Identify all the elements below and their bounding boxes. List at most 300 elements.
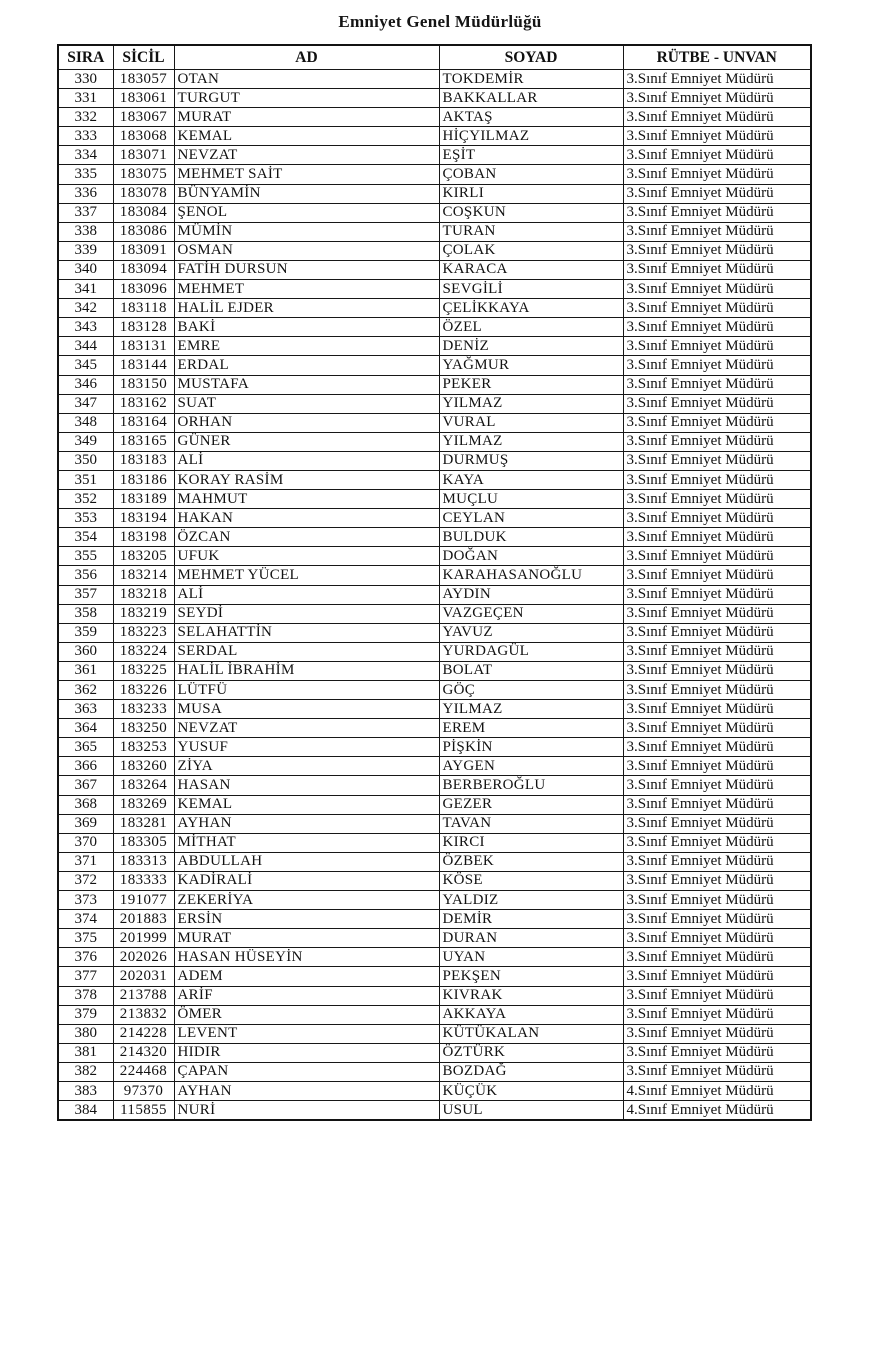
row-sira-cell: 372 (58, 871, 113, 890)
row-rutbe-cell: 3.Sınıf Emniyet Müdürü (623, 280, 811, 299)
row-soyad-cell: YAVUZ (439, 623, 623, 642)
table-row (58, 795, 811, 814)
row-sicil-cell: 183164 (113, 413, 174, 432)
row-sira-cell: 342 (58, 299, 113, 318)
row-sicil-cell: 183253 (113, 738, 174, 757)
table-row (58, 70, 811, 89)
row-soyad-cell: ÖZBEK (439, 852, 623, 871)
table-row (58, 700, 811, 719)
row-soyad-cell: YAĞMUR (439, 356, 623, 375)
row-ad-cell: MUSA (174, 700, 439, 719)
row-ad-cell: FATİH DURSUN (174, 260, 439, 279)
row-sira-cell: 368 (58, 795, 113, 814)
row-sicil-cell: 183144 (113, 356, 174, 375)
row-ad-cell: KORAY RASİM (174, 470, 439, 489)
row-sicil-cell: 213788 (113, 986, 174, 1005)
table-row (58, 642, 811, 661)
row-sicil-cell: 183183 (113, 451, 174, 470)
row-sira-cell: 343 (58, 318, 113, 337)
table-row (58, 356, 811, 375)
row-soyad-cell: SEVGİLİ (439, 280, 623, 299)
row-sicil-cell: 201999 (113, 929, 174, 948)
row-rutbe-cell: 3.Sınıf Emniyet Müdürü (623, 871, 811, 890)
row-sicil-cell: 183305 (113, 833, 174, 852)
table-row (58, 776, 811, 795)
table-row (58, 222, 811, 241)
row-sira-cell: 338 (58, 222, 113, 241)
row-ad-cell: ABDULLAH (174, 852, 439, 871)
row-sicil-cell: 183078 (113, 184, 174, 203)
row-ad-cell: NEVZAT (174, 719, 439, 738)
row-sicil-cell: 183162 (113, 394, 174, 413)
row-soyad-cell: YALDIZ (439, 891, 623, 910)
row-sira-cell: 363 (58, 700, 113, 719)
row-sira-cell: 336 (58, 184, 113, 203)
row-rutbe-cell: 3.Sınıf Emniyet Müdürü (623, 127, 811, 146)
row-rutbe-cell: 3.Sınıf Emniyet Müdürü (623, 451, 811, 470)
row-soyad-cell: AKTAŞ (439, 108, 623, 127)
row-sira-cell: 358 (58, 604, 113, 623)
table-row (58, 967, 811, 986)
row-sicil-cell: 183118 (113, 299, 174, 318)
table-row (58, 1062, 811, 1081)
row-ad-cell: ERSİN (174, 910, 439, 929)
row-ad-cell: MÜMİN (174, 222, 439, 241)
row-ad-cell: HASAN HÜSEYİN (174, 948, 439, 967)
table-row (58, 623, 811, 642)
column-header-sicil: SİCİL (113, 45, 174, 70)
row-rutbe-cell: 3.Sınıf Emniyet Müdürü (623, 241, 811, 260)
table-row (58, 451, 811, 470)
table-row (58, 719, 811, 738)
row-rutbe-cell: 3.Sınıf Emniyet Müdürü (623, 681, 811, 700)
row-sicil-cell: 191077 (113, 891, 174, 910)
row-sira-cell: 367 (58, 776, 113, 795)
table-row (58, 833, 811, 852)
row-sicil-cell: 183264 (113, 776, 174, 795)
row-sira-cell: 382 (58, 1062, 113, 1081)
row-soyad-cell: COŞKUN (439, 203, 623, 222)
row-soyad-cell: MUÇLU (439, 490, 623, 509)
row-sira-cell: 362 (58, 681, 113, 700)
row-sicil-cell: 214228 (113, 1024, 174, 1043)
row-rutbe-cell: 3.Sınıf Emniyet Müdürü (623, 260, 811, 279)
row-rutbe-cell: 3.Sınıf Emniyet Müdürü (623, 623, 811, 642)
row-rutbe-cell: 3.Sınıf Emniyet Müdürü (623, 432, 811, 451)
row-sicil-cell: 183223 (113, 623, 174, 642)
row-soyad-cell: GEZER (439, 795, 623, 814)
row-ad-cell: MURAT (174, 929, 439, 948)
row-sira-cell: 332 (58, 108, 113, 127)
row-sicil-cell: 214320 (113, 1043, 174, 1062)
row-rutbe-cell: 3.Sınıf Emniyet Müdürü (623, 222, 811, 241)
column-header-ad: AD (174, 45, 439, 70)
row-rutbe-cell: 3.Sınıf Emniyet Müdürü (623, 795, 811, 814)
row-soyad-cell: EŞİT (439, 146, 623, 165)
row-rutbe-cell: 3.Sınıf Emniyet Müdürü (623, 146, 811, 165)
row-sira-cell: 345 (58, 356, 113, 375)
row-sicil-cell: 183094 (113, 260, 174, 279)
row-rutbe-cell: 3.Sınıf Emniyet Müdürü (623, 70, 811, 89)
row-soyad-cell: YURDAGÜL (439, 642, 623, 661)
page-title: Emniyet Genel Müdürlüğü (338, 12, 542, 31)
row-ad-cell: HASAN (174, 776, 439, 795)
row-ad-cell: ADEM (174, 967, 439, 986)
table-row (58, 1101, 811, 1121)
row-ad-cell: OSMAN (174, 241, 439, 260)
row-sira-cell: 383 (58, 1081, 113, 1100)
row-sicil-cell: 183205 (113, 547, 174, 566)
row-sicil-cell: 201883 (113, 910, 174, 929)
row-rutbe-cell: 3.Sınıf Emniyet Müdürü (623, 1062, 811, 1081)
row-rutbe-cell: 3.Sınıf Emniyet Müdürü (623, 986, 811, 1005)
table-row (58, 528, 811, 547)
row-sira-cell: 344 (58, 337, 113, 356)
row-sicil-cell: 183068 (113, 127, 174, 146)
row-rutbe-cell: 3.Sınıf Emniyet Müdürü (623, 891, 811, 910)
row-sicil-cell: 183226 (113, 681, 174, 700)
row-sicil-cell: 183250 (113, 719, 174, 738)
row-ad-cell: MUSTAFA (174, 375, 439, 394)
row-soyad-cell: KARACA (439, 260, 623, 279)
row-sicil-cell: 183150 (113, 375, 174, 394)
row-ad-cell: HAKAN (174, 509, 439, 528)
row-sicil-cell: 183075 (113, 165, 174, 184)
row-soyad-cell: PEKER (439, 375, 623, 394)
row-sicil-cell: 97370 (113, 1081, 174, 1100)
row-soyad-cell: TURAN (439, 222, 623, 241)
row-ad-cell: ÇAPAN (174, 1062, 439, 1081)
row-soyad-cell: AYDIN (439, 585, 623, 604)
row-rutbe-cell: 3.Sınıf Emniyet Müdürü (623, 776, 811, 795)
row-ad-cell: SUAT (174, 394, 439, 413)
row-sira-cell: 331 (58, 89, 113, 108)
table-row (58, 547, 811, 566)
row-sira-cell: 370 (58, 833, 113, 852)
row-rutbe-cell: 3.Sınıf Emniyet Müdürü (623, 719, 811, 738)
row-soyad-cell: ÖZTÜRK (439, 1043, 623, 1062)
row-sira-cell: 365 (58, 738, 113, 757)
row-rutbe-cell: 3.Sınıf Emniyet Müdürü (623, 184, 811, 203)
table-row (58, 203, 811, 222)
row-ad-cell: MEHMET YÜCEL (174, 566, 439, 585)
row-rutbe-cell: 3.Sınıf Emniyet Müdürü (623, 165, 811, 184)
row-ad-cell: LÜTFÜ (174, 681, 439, 700)
row-sicil-cell: 183096 (113, 280, 174, 299)
row-sira-cell: 371 (58, 852, 113, 871)
row-rutbe-cell: 3.Sınıf Emniyet Müdürü (623, 356, 811, 375)
row-rutbe-cell: 3.Sınıf Emniyet Müdürü (623, 203, 811, 222)
row-rutbe-cell: 3.Sınıf Emniyet Müdürü (623, 661, 811, 680)
row-sira-cell: 348 (58, 413, 113, 432)
row-sira-cell: 361 (58, 661, 113, 680)
row-ad-cell: ÖZCAN (174, 528, 439, 547)
row-sicil-cell: 183214 (113, 566, 174, 585)
row-sicil-cell: 115855 (113, 1101, 174, 1121)
row-rutbe-cell: 3.Sınıf Emniyet Müdürü (623, 547, 811, 566)
table-row (58, 413, 811, 432)
row-ad-cell: ÖMER (174, 1005, 439, 1024)
row-sira-cell: 346 (58, 375, 113, 394)
row-sira-cell: 384 (58, 1101, 113, 1121)
row-sicil-cell: 183091 (113, 241, 174, 260)
row-ad-cell: SERDAL (174, 642, 439, 661)
row-soyad-cell: HİÇYILMAZ (439, 127, 623, 146)
row-sicil-cell: 224468 (113, 1062, 174, 1081)
row-soyad-cell: ÇELİKKAYA (439, 299, 623, 318)
row-rutbe-cell: 3.Sınıf Emniyet Müdürü (623, 299, 811, 318)
row-sira-cell: 352 (58, 490, 113, 509)
row-rutbe-cell: 3.Sınıf Emniyet Müdürü (623, 413, 811, 432)
row-sicil-cell: 183084 (113, 203, 174, 222)
row-sicil-cell: 183067 (113, 108, 174, 127)
row-sicil-cell: 183224 (113, 642, 174, 661)
row-sira-cell: 366 (58, 757, 113, 776)
row-rutbe-cell: 3.Sınıf Emniyet Müdürü (623, 108, 811, 127)
row-sira-cell: 381 (58, 1043, 113, 1062)
row-ad-cell: ZEKERİYA (174, 891, 439, 910)
row-rutbe-cell: 3.Sınıf Emniyet Müdürü (623, 509, 811, 528)
table-row (58, 1005, 811, 1024)
row-ad-cell: ALİ (174, 585, 439, 604)
row-sira-cell: 349 (58, 432, 113, 451)
row-sicil-cell: 202026 (113, 948, 174, 967)
row-sicil-cell: 183131 (113, 337, 174, 356)
row-soyad-cell: DENİZ (439, 337, 623, 356)
row-ad-cell: EMRE (174, 337, 439, 356)
row-soyad-cell: EREM (439, 719, 623, 738)
table-row (58, 986, 811, 1005)
row-sira-cell: 377 (58, 967, 113, 986)
row-ad-cell: AYHAN (174, 814, 439, 833)
row-rutbe-cell: 4.Sınıf Emniyet Müdürü (623, 1101, 811, 1121)
table-row (58, 490, 811, 509)
row-rutbe-cell: 3.Sınıf Emniyet Müdürü (623, 910, 811, 929)
table-row (58, 738, 811, 757)
row-rutbe-cell: 4.Sınıf Emniyet Müdürü (623, 1081, 811, 1100)
row-rutbe-cell: 3.Sınıf Emniyet Müdürü (623, 337, 811, 356)
row-ad-cell: YUSUF (174, 738, 439, 757)
row-soyad-cell: PEKŞEN (439, 967, 623, 986)
table-row (58, 375, 811, 394)
row-sira-cell: 354 (58, 528, 113, 547)
table-row (58, 146, 811, 165)
row-sicil-cell: 183128 (113, 318, 174, 337)
table-row (58, 337, 811, 356)
row-sira-cell: 364 (58, 719, 113, 738)
row-sira-cell: 347 (58, 394, 113, 413)
row-soyad-cell: DEMİR (439, 910, 623, 929)
row-sicil-cell: 183225 (113, 661, 174, 680)
row-soyad-cell: KIRLI (439, 184, 623, 203)
table-row (58, 929, 811, 948)
row-rutbe-cell: 3.Sınıf Emniyet Müdürü (623, 814, 811, 833)
table-row (58, 757, 811, 776)
row-soyad-cell: DURMUŞ (439, 451, 623, 470)
table-row (58, 661, 811, 680)
row-sira-cell: 334 (58, 146, 113, 165)
row-rutbe-cell: 3.Sınıf Emniyet Müdürü (623, 604, 811, 623)
row-soyad-cell: TOKDEMİR (439, 70, 623, 89)
table-row (58, 241, 811, 260)
row-sicil-cell: 183057 (113, 70, 174, 89)
table-row (58, 318, 811, 337)
row-sira-cell: 356 (58, 566, 113, 585)
table-row (58, 108, 811, 127)
row-sira-cell: 353 (58, 509, 113, 528)
row-ad-cell: ŞENOL (174, 203, 439, 222)
row-sira-cell: 375 (58, 929, 113, 948)
row-sira-cell: 351 (58, 470, 113, 489)
row-ad-cell: MAHMUT (174, 490, 439, 509)
personnel-roster-table (57, 44, 812, 1121)
table-row (58, 260, 811, 279)
row-soyad-cell: VURAL (439, 413, 623, 432)
row-soyad-cell: AKKAYA (439, 1005, 623, 1024)
row-rutbe-cell: 3.Sınıf Emniyet Müdürü (623, 89, 811, 108)
row-sira-cell: 369 (58, 814, 113, 833)
row-soyad-cell: YILMAZ (439, 432, 623, 451)
row-sicil-cell: 183071 (113, 146, 174, 165)
row-soyad-cell: ÇOBAN (439, 165, 623, 184)
row-soyad-cell: PİŞKİN (439, 738, 623, 757)
row-sicil-cell: 183260 (113, 757, 174, 776)
row-ad-cell: MİTHAT (174, 833, 439, 852)
row-sira-cell: 337 (58, 203, 113, 222)
row-rutbe-cell: 3.Sınıf Emniyet Müdürü (623, 490, 811, 509)
row-soyad-cell: KIVRAK (439, 986, 623, 1005)
row-soyad-cell: YILMAZ (439, 700, 623, 719)
row-ad-cell: MEHMET SAİT (174, 165, 439, 184)
table-row (58, 852, 811, 871)
row-soyad-cell: DOĞAN (439, 547, 623, 566)
row-rutbe-cell: 3.Sınıf Emniyet Müdürü (623, 738, 811, 757)
row-rutbe-cell: 3.Sınıf Emniyet Müdürü (623, 318, 811, 337)
table-row (58, 910, 811, 929)
row-ad-cell: HIDIR (174, 1043, 439, 1062)
row-ad-cell: BAKİ (174, 318, 439, 337)
row-soyad-cell: YILMAZ (439, 394, 623, 413)
column-header-rutbe-unvan: RÜTBE - UNVAN (623, 45, 811, 70)
row-soyad-cell: AYGEN (439, 757, 623, 776)
row-rutbe-cell: 3.Sınıf Emniyet Müdürü (623, 470, 811, 489)
row-soyad-cell: KIRCI (439, 833, 623, 852)
row-ad-cell: KEMAL (174, 127, 439, 146)
row-rutbe-cell: 3.Sınıf Emniyet Müdürü (623, 948, 811, 967)
table-row (58, 280, 811, 299)
row-soyad-cell: ÇOLAK (439, 241, 623, 260)
row-ad-cell: KEMAL (174, 795, 439, 814)
row-sira-cell: 341 (58, 280, 113, 299)
row-rutbe-cell: 3.Sınıf Emniyet Müdürü (623, 852, 811, 871)
table-row (58, 1024, 811, 1043)
row-soyad-cell: VAZGEÇEN (439, 604, 623, 623)
row-sira-cell: 339 (58, 241, 113, 260)
row-sira-cell: 335 (58, 165, 113, 184)
row-sira-cell: 380 (58, 1024, 113, 1043)
row-soyad-cell: BERBEROĞLU (439, 776, 623, 795)
row-ad-cell: OTAN (174, 70, 439, 89)
table-row (58, 509, 811, 528)
row-ad-cell: AYHAN (174, 1081, 439, 1100)
row-ad-cell: HALİL EJDER (174, 299, 439, 318)
row-rutbe-cell: 3.Sınıf Emniyet Müdürü (623, 833, 811, 852)
row-sira-cell: 357 (58, 585, 113, 604)
row-sira-cell: 373 (58, 891, 113, 910)
table-row (58, 470, 811, 489)
row-ad-cell: ORHAN (174, 413, 439, 432)
row-sicil-cell: 183186 (113, 470, 174, 489)
table-row (58, 165, 811, 184)
row-sicil-cell: 183189 (113, 490, 174, 509)
row-ad-cell: BÜNYAMİN (174, 184, 439, 203)
row-sira-cell: 359 (58, 623, 113, 642)
row-sicil-cell: 183165 (113, 432, 174, 451)
row-sicil-cell: 183061 (113, 89, 174, 108)
row-sicil-cell: 183194 (113, 509, 174, 528)
row-soyad-cell: KÜÇÜK (439, 1081, 623, 1100)
row-sicil-cell: 213832 (113, 1005, 174, 1024)
table-row (58, 394, 811, 413)
row-soyad-cell: GÖÇ (439, 681, 623, 700)
row-rutbe-cell: 3.Sınıf Emniyet Müdürü (623, 642, 811, 661)
row-soyad-cell: BAKKALLAR (439, 89, 623, 108)
row-soyad-cell: ÖZEL (439, 318, 623, 337)
row-sira-cell: 374 (58, 910, 113, 929)
row-sicil-cell: 183233 (113, 700, 174, 719)
table-row (58, 89, 811, 108)
row-ad-cell: SELAHATTİN (174, 623, 439, 642)
row-rutbe-cell: 3.Sınıf Emniyet Müdürü (623, 700, 811, 719)
row-soyad-cell: BOLAT (439, 661, 623, 680)
row-ad-cell: UFUK (174, 547, 439, 566)
table-row (58, 948, 811, 967)
row-soyad-cell: KÖSE (439, 871, 623, 890)
table-row (58, 1081, 811, 1100)
table-row (58, 814, 811, 833)
table-body (58, 70, 811, 1121)
row-soyad-cell: DURAN (439, 929, 623, 948)
row-rutbe-cell: 3.Sınıf Emniyet Müdürü (623, 566, 811, 585)
row-rutbe-cell: 3.Sınıf Emniyet Müdürü (623, 375, 811, 394)
row-ad-cell: ALİ (174, 451, 439, 470)
table-row (58, 299, 811, 318)
table-row (58, 585, 811, 604)
row-sira-cell: 376 (58, 948, 113, 967)
row-ad-cell: KADİRALİ (174, 871, 439, 890)
row-sicil-cell: 183281 (113, 814, 174, 833)
table-row (58, 432, 811, 451)
row-ad-cell: LEVENT (174, 1024, 439, 1043)
row-ad-cell: SEYDİ (174, 604, 439, 623)
table-row (58, 681, 811, 700)
row-ad-cell: MURAT (174, 108, 439, 127)
row-sicil-cell: 183218 (113, 585, 174, 604)
row-sira-cell: 378 (58, 986, 113, 1005)
row-soyad-cell: BOZDAĞ (439, 1062, 623, 1081)
row-rutbe-cell: 3.Sınıf Emniyet Müdürü (623, 528, 811, 547)
row-soyad-cell: KARAHASANOĞLU (439, 566, 623, 585)
row-ad-cell: MEHMET (174, 280, 439, 299)
row-sira-cell: 350 (58, 451, 113, 470)
row-ad-cell: TURGUT (174, 89, 439, 108)
row-sicil-cell: 183086 (113, 222, 174, 241)
row-soyad-cell: UYAN (439, 948, 623, 967)
row-soyad-cell: CEYLAN (439, 509, 623, 528)
row-rutbe-cell: 3.Sınıf Emniyet Müdürü (623, 967, 811, 986)
table-row (58, 871, 811, 890)
column-header-sira: SIRA (58, 45, 113, 70)
